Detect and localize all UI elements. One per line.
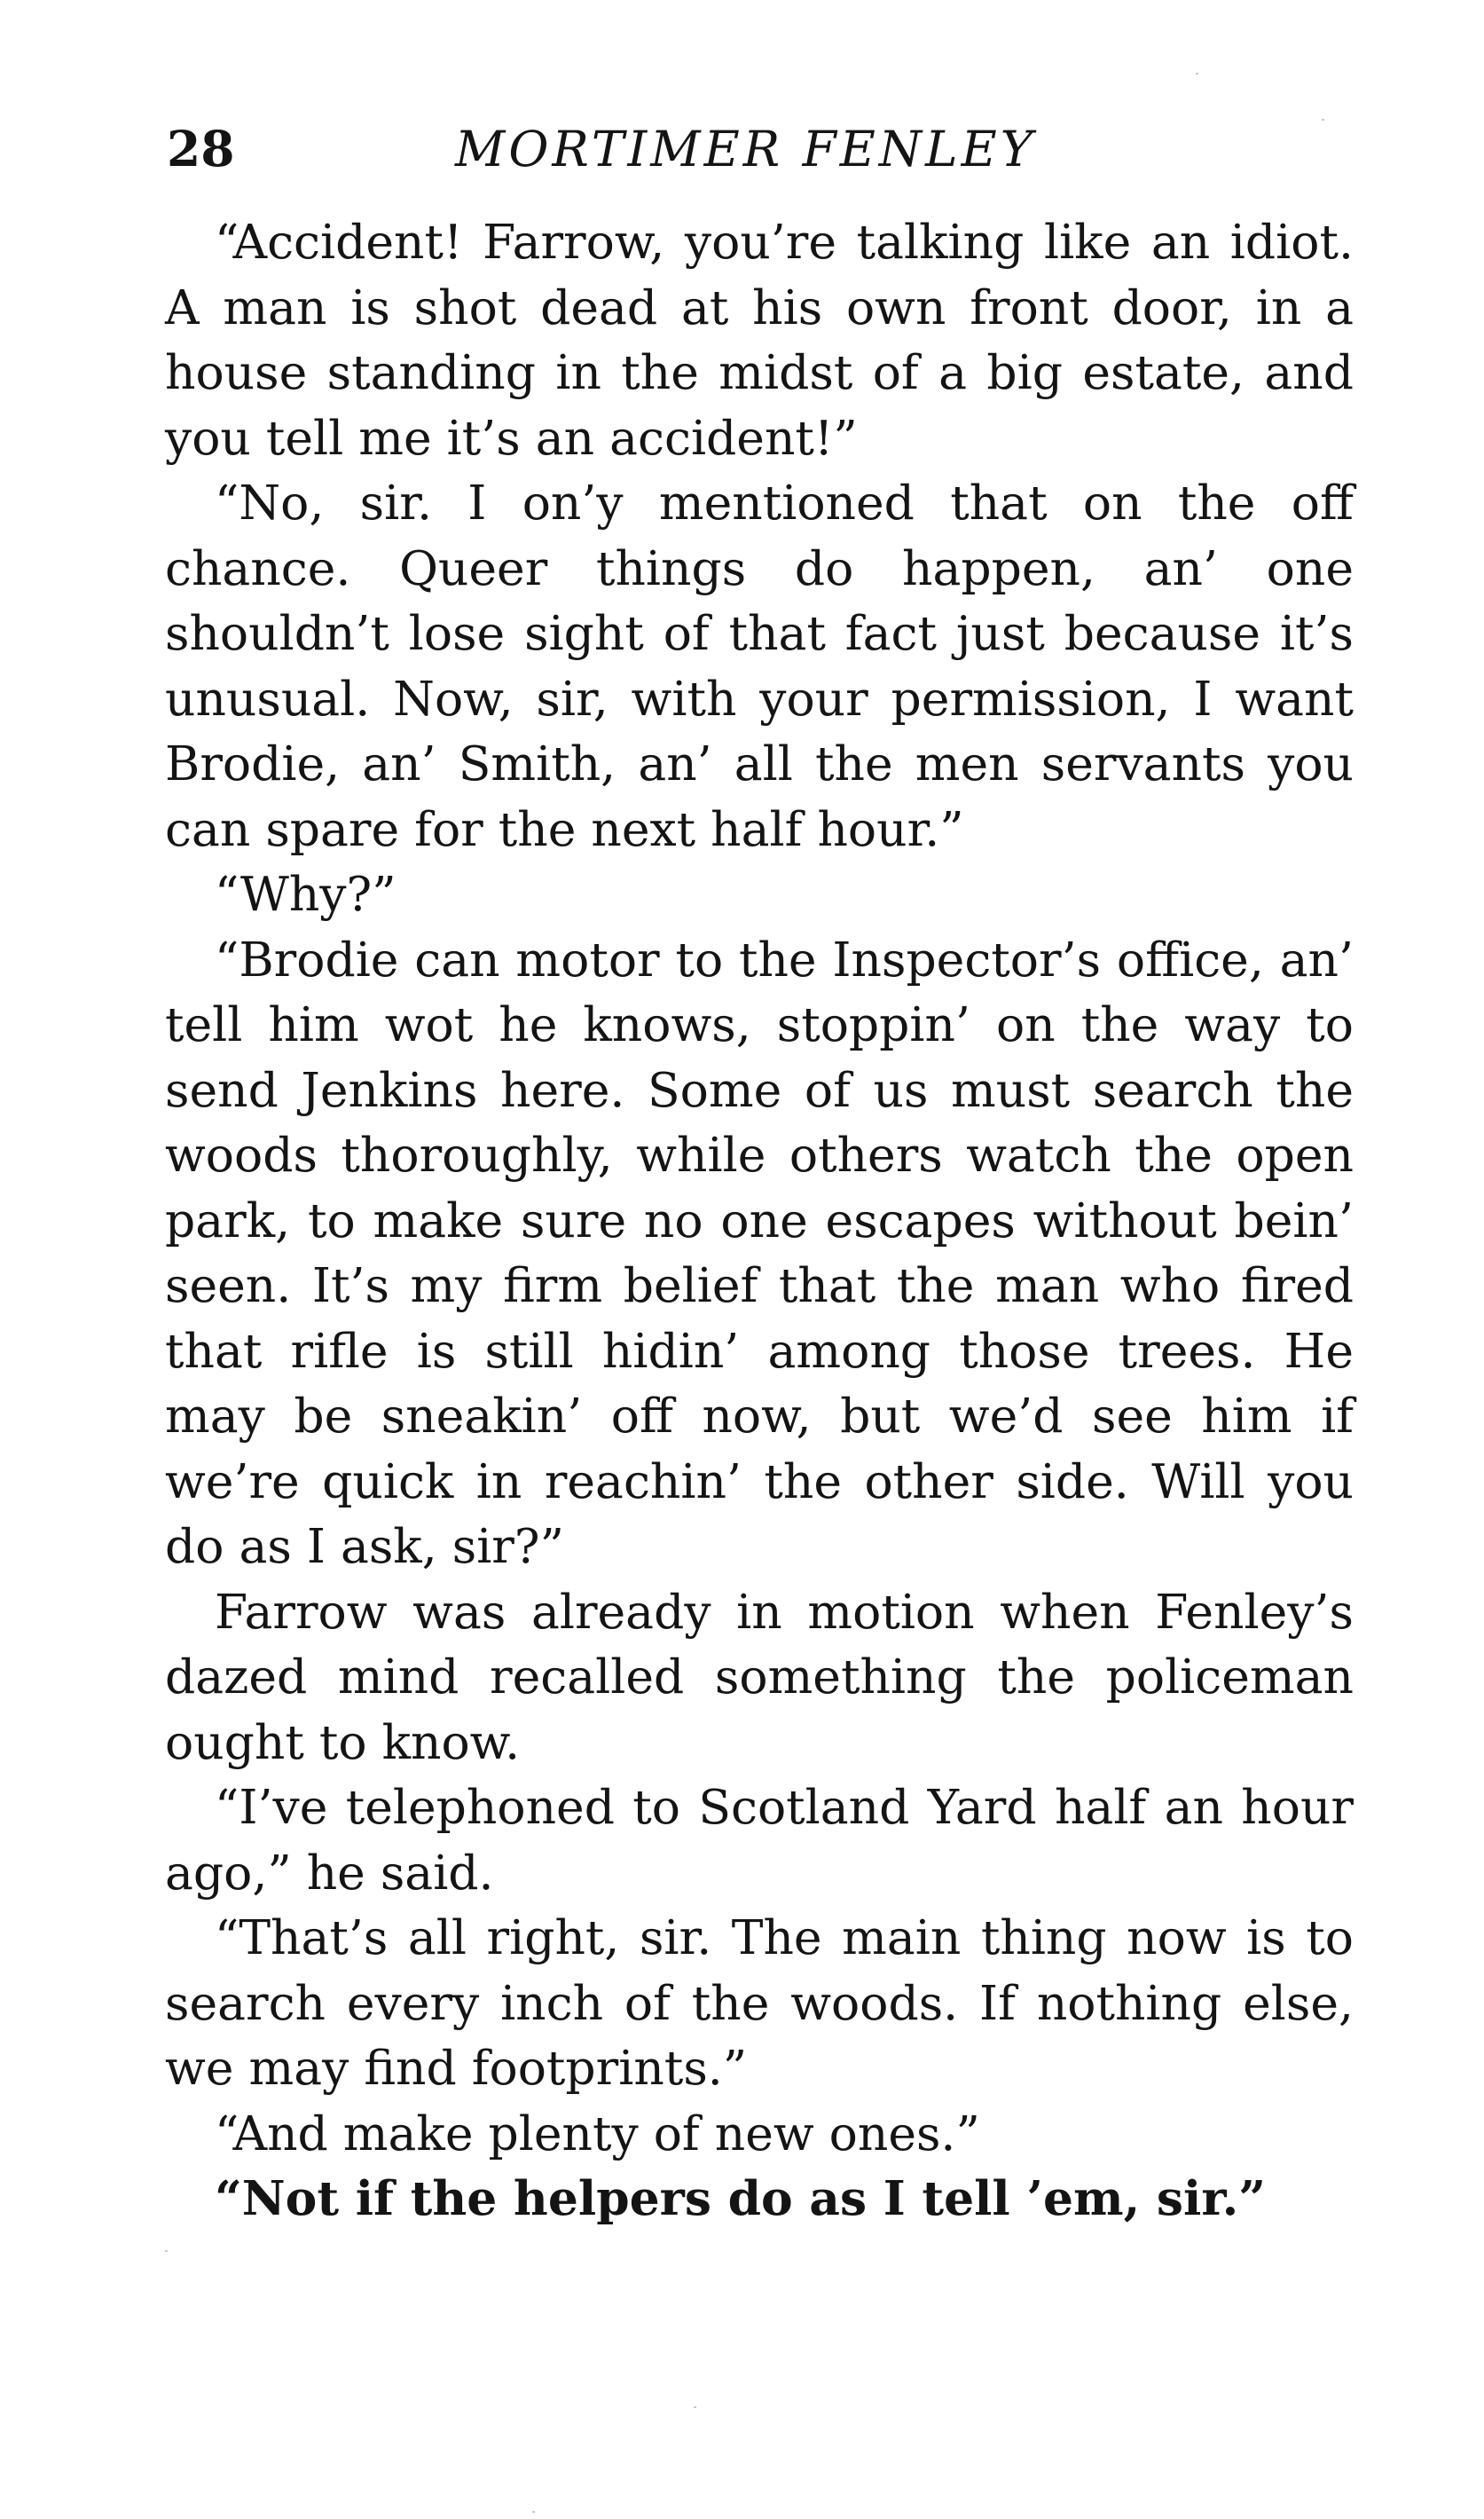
- paragraph-accident: “Accident! Farrow, you’re talking like an idiot. A man is shot dead at his own front door, in a house standing in the midst of a big estate, and you tell me it’s an accident!”: [165, 214, 1354, 466]
- paragraph-helpers: “Not if the helpers do as I tell ’em, sir.”: [215, 2170, 1267, 2226]
- body-text: [165, 209, 1354, 2232]
- paragraph-why: “Why?”: [215, 866, 397, 922]
- page-header: [167, 114, 1352, 185]
- page-number: 28: [167, 120, 235, 177]
- paper-speck: [1322, 119, 1324, 121]
- paper-speck: [532, 2511, 535, 2513]
- paragraph-brodie: “Brodie can motor to the Inspector’s office, an’ tell him wot he knows, stoppin’ on the way to send Jenkins here. Some of us must search the woods thoroughly, while others watch the open park, to make sure no one escapes without bein’ seen. It’s my firm belief that the man who fired that rifle is still hidin’ among those trees. He may be sneakin’ off now, but we’d see him if we’re quick in reachin’ the other side. Will you do as I ask, sir?”: [165, 931, 1354, 1574]
- paragraph-farrow-in-motion: Farrow was already in motion when Fenley’s dazed mind recalled something the policeman ought to know.: [165, 1583, 1354, 1770]
- paragraph-telephoned: “I’ve telephoned to Scotland Yard half an hour ago,” he said.: [165, 1779, 1354, 1901]
- paragraph-search-woods: “That’s all right, sir. The main thing now is to search every inch of the woods. If nothing else, we may find footprints.”: [165, 1909, 1354, 2096]
- paper-speck: [1196, 73, 1198, 75]
- paper-speck: [165, 2250, 168, 2252]
- paragraph-off-chance: “No, sir. I on’y mentioned that on the off chance. Queer things do happen, an’ one shouldn’t lose sight of that fact just because it’s unusual. Now, sir, with your permission, I want Brodie, an’ Smith, an’ all the men servants you can spare for the next half hour.”: [165, 475, 1354, 857]
- running-title: MORTIMER FENLEY: [455, 121, 1037, 177]
- paper-speck: [694, 2406, 696, 2408]
- paragraph-new-ones: “And make plenty of new ones.”: [215, 2105, 980, 2161]
